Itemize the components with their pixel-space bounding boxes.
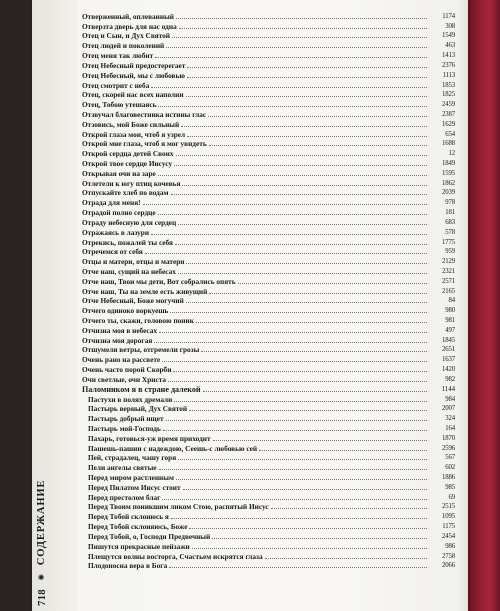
toc-entry-page: 1853 xyxy=(442,81,455,89)
toc-entry xyxy=(82,158,455,168)
toc-entry-page: 164 xyxy=(445,424,455,432)
toc-entry-title: Очень рано на рассвете xyxy=(82,355,161,365)
toc-entry-title: Перед Пилатом Иисус стоит xyxy=(88,482,181,492)
toc-entry-title: Отче Небесный, Боже могучий xyxy=(82,296,184,306)
toc-dot-leader xyxy=(158,170,427,176)
toc-entry xyxy=(82,462,455,472)
toc-entry-page: 2454 xyxy=(442,532,455,540)
toc-entry-title: Отец меня так любит xyxy=(82,51,154,61)
toc-dot-leader xyxy=(265,553,427,559)
toc-entry-page: 1144 xyxy=(441,384,455,393)
toc-entry-title: Перед Тобой склоняюсь, Боже xyxy=(88,522,188,532)
page-edge-shadow xyxy=(458,0,468,611)
toc-entry xyxy=(82,315,455,325)
toc-entry-title: Отрекись, пожалей ты себя xyxy=(82,237,173,247)
toc-dot-leader xyxy=(209,288,427,294)
toc-entry-title: Отец, скорей нас всех наполни xyxy=(82,90,184,100)
toc-entry xyxy=(82,521,455,531)
toc-entry-page: 2007 xyxy=(442,405,455,413)
toc-entry xyxy=(82,482,455,492)
toc-entry-page: 1095 xyxy=(442,513,455,521)
toc-entry-title: Очень часто порой Скорби xyxy=(82,365,172,375)
toc-entry xyxy=(82,109,455,119)
toc-entry-title: Отлетели к югу птиц кочевья xyxy=(82,178,181,188)
toc-entry xyxy=(82,413,455,423)
toc-entry-title: Отпускайте хлеб по водам xyxy=(82,188,169,198)
table-of-contents xyxy=(82,11,455,601)
toc-entry-title: Открой глаза мои, чтоб я узрел xyxy=(82,129,186,139)
toc-entry xyxy=(82,286,455,296)
toc-entry-page: 2165 xyxy=(442,287,455,295)
toc-entry xyxy=(82,99,455,109)
toc-entry-title: Отец людей и поколений xyxy=(82,41,165,51)
toc-entry xyxy=(82,129,455,139)
toc-entry-title: Плодоносна вера в Бога xyxy=(88,561,168,571)
toc-entry-page: 567 xyxy=(445,454,455,462)
toc-entry xyxy=(82,188,455,198)
toc-dot-leader xyxy=(271,503,427,509)
toc-entry-title: Отверженный, оплеванный xyxy=(82,11,174,21)
toc-entry-page: 2376 xyxy=(442,61,455,69)
toc-entry-page: 1420 xyxy=(442,366,455,374)
toc-entry xyxy=(82,296,455,306)
page-side-header xyxy=(37,480,48,606)
toc-entry-page: 1688 xyxy=(442,140,455,148)
toc-dot-leader xyxy=(143,199,427,205)
toc-dot-leader xyxy=(170,307,427,313)
toc-entry-page: 984 xyxy=(445,395,455,403)
toc-dot-leader xyxy=(166,415,427,421)
toc-entry xyxy=(82,50,455,60)
toc-entry-page: 1549 xyxy=(442,32,455,40)
toc-dot-leader xyxy=(182,180,427,186)
toc-entry-page: 84 xyxy=(448,297,455,305)
toc-entry xyxy=(82,256,455,266)
toc-entry-title: Пастырь добрый ищет xyxy=(88,414,164,424)
toc-dot-leader xyxy=(212,533,427,539)
toc-entry-title: Отшумели ветры, отгремели грозы xyxy=(82,345,200,355)
toc-entry-title: Отец Небесный, мы с любовью xyxy=(82,70,185,80)
toc-entry xyxy=(82,364,455,374)
toc-entry-page: 981 xyxy=(445,317,455,324)
toc-entry-page: 2571 xyxy=(442,277,455,285)
toc-entry-page: 2515 xyxy=(442,503,455,511)
toc-dot-leader xyxy=(155,52,427,58)
toc-entry xyxy=(82,21,455,31)
toc-entry-title: Пахарь, готовься-уж время приходит xyxy=(88,433,211,443)
toc-entry xyxy=(82,531,455,541)
toc-dot-leader xyxy=(203,386,427,392)
toc-entry-page: 602 xyxy=(445,464,455,472)
toc-dot-leader xyxy=(171,189,428,195)
toc-entry xyxy=(82,374,455,384)
toc-dot-leader xyxy=(238,278,427,284)
toc-entry-title: Пашешь-пашни с надеждою, Сеешь-с любовью сей xyxy=(88,443,258,453)
toc-entry xyxy=(82,325,455,335)
toc-entry-title: Открой сердца детей Своих xyxy=(82,149,174,159)
toc-entry-title: Паломником я в стране далекой xyxy=(82,384,201,394)
toc-entry xyxy=(82,178,455,188)
toc-dot-leader xyxy=(183,484,427,490)
toc-entry-page: 1413 xyxy=(442,52,455,60)
toc-dot-leader xyxy=(172,32,427,38)
toc-dot-leader xyxy=(186,297,427,303)
toc-entry-page: 978 xyxy=(445,199,455,207)
toc-dot-leader xyxy=(196,317,427,323)
toc-entry-page: 985 xyxy=(445,483,455,491)
toc-entry xyxy=(82,227,455,237)
toc-entry-page: 1886 xyxy=(442,474,455,481)
ornament-icon: ✺ xyxy=(37,573,47,581)
toc-entry-page: 1113 xyxy=(442,71,455,79)
toc-entry xyxy=(82,423,455,433)
toc-dot-leader xyxy=(178,454,427,460)
toc-entry xyxy=(82,561,455,571)
toc-entry xyxy=(82,70,455,80)
toc-entry-page: 1637 xyxy=(442,356,455,364)
toc-entry xyxy=(82,384,455,394)
toc-dot-leader xyxy=(187,131,427,137)
toc-entry xyxy=(82,541,455,551)
toc-entry xyxy=(82,472,455,482)
toc-dot-leader xyxy=(189,523,427,529)
toc-entry-page: 2596 xyxy=(442,444,455,452)
toc-entry-title: Отцы и матери, отцы и матери xyxy=(82,257,185,267)
toc-entry-page: 12 xyxy=(448,150,455,158)
toc-dot-leader xyxy=(158,209,427,215)
toc-dot-leader xyxy=(163,425,427,431)
toc-entry-title: Отчизна моя дорогая xyxy=(82,335,153,345)
toc-entry-page: 982 xyxy=(445,375,455,383)
toc-entry xyxy=(82,60,455,70)
toc-entry xyxy=(82,237,455,247)
toc-entry xyxy=(82,217,455,227)
toc-dot-leader xyxy=(208,111,427,117)
toc-entry-title: Пастырь мой-Господь xyxy=(88,423,161,433)
toc-dot-leader xyxy=(174,396,427,402)
toc-dot-leader xyxy=(176,474,427,480)
toc-entry-page: 1775 xyxy=(442,238,455,246)
toc-entry-page: 1174 xyxy=(442,12,455,20)
toc-entry-page: 463 xyxy=(445,42,455,50)
toc-dot-leader xyxy=(162,356,427,362)
toc-entry xyxy=(82,11,455,21)
toc-dot-leader xyxy=(151,82,427,88)
toc-entry-title: Пастухи в полях дремали xyxy=(88,394,173,404)
toc-entry-title: Перед престолом благ xyxy=(88,492,161,502)
toc-entry xyxy=(82,276,455,286)
toc-dot-leader xyxy=(158,101,427,107)
section-title: СОДЕРЖАНИЕ xyxy=(36,479,48,566)
toc-entry-page: 2459 xyxy=(442,101,455,109)
toc-dot-leader xyxy=(151,229,427,235)
toc-entry-title: Отчего одиноко воркуешь xyxy=(82,306,169,316)
toc-entry-page: 324 xyxy=(445,415,455,423)
toc-entry-page: 959 xyxy=(445,248,455,256)
toc-entry-title: Открывая очи на заре xyxy=(82,168,156,178)
toc-entry xyxy=(82,443,455,453)
toc-entry xyxy=(82,168,455,178)
toc-dot-leader xyxy=(178,219,427,225)
toc-entry-page: 1862 xyxy=(442,179,455,187)
toc-entry xyxy=(82,40,455,50)
toc-entry-page: 986 xyxy=(445,542,455,550)
toc-entry xyxy=(82,404,455,414)
toc-entry xyxy=(82,551,455,561)
toc-entry-page: 578 xyxy=(445,228,455,236)
toc-dot-leader xyxy=(259,445,427,451)
toc-entry xyxy=(82,453,455,463)
toc-entry-page: 2387 xyxy=(442,110,455,118)
toc-entry-page: 308 xyxy=(445,22,455,30)
toc-entry-title: Перед Тобой склонюсь я xyxy=(88,512,169,522)
toc-entry xyxy=(82,511,455,521)
toc-entry-title: Отражаясь в лазури xyxy=(82,227,150,237)
toc-entry-page: 1629 xyxy=(442,120,455,128)
toc-entry-page: 2758 xyxy=(442,552,455,560)
toc-entry xyxy=(82,354,455,364)
toc-entry xyxy=(82,90,455,100)
toc-entry-title: Отче наш, Твои мы дети, Вот собрались опять xyxy=(82,276,236,286)
toc-entry-page: 497 xyxy=(445,326,455,334)
toc-entry-page: 2321 xyxy=(442,267,455,275)
toc-dot-leader xyxy=(168,376,427,382)
toc-entry-title: Плещутся волны восторга, Счастьем искрятся глаза xyxy=(88,551,263,561)
toc-entry xyxy=(82,502,455,512)
toc-entry-title: Отверзта дверь для нас одна xyxy=(82,21,177,31)
toc-entry xyxy=(82,266,455,276)
toc-dot-leader xyxy=(171,513,427,519)
toc-dot-leader xyxy=(169,562,427,568)
toc-entry-title: Пишутся прекрасные пейзажи xyxy=(88,541,190,551)
page-number: 718 xyxy=(36,589,48,606)
toc-entry xyxy=(82,148,455,158)
toc-dot-leader xyxy=(186,91,427,97)
toc-entry-title: Отец и Сын, и Дух Святой xyxy=(82,31,170,41)
toc-entry-title: Пастырь верный, Дух Святой xyxy=(88,404,188,414)
toc-entry xyxy=(82,119,455,129)
toc-dot-leader xyxy=(178,268,427,274)
toc-dot-leader xyxy=(162,494,427,500)
toc-entry-page: 1870 xyxy=(442,434,455,442)
toc-entry xyxy=(82,433,455,443)
toc-entry-title: Перед Тобой, о, Господи Предвечный xyxy=(88,531,211,541)
toc-entry-title: Отче наш, Ты на земле есть живущий xyxy=(82,286,208,296)
toc-dot-leader xyxy=(187,72,427,78)
toc-entry-title: Отчего ты, скажи, головою поник xyxy=(82,316,194,325)
toc-dot-leader xyxy=(145,248,427,254)
toc-entry-page: 2066 xyxy=(442,562,455,570)
toc-dot-leader xyxy=(181,121,427,127)
toc-entry xyxy=(82,139,455,149)
toc-dot-leader xyxy=(154,337,427,343)
toc-dot-leader xyxy=(174,160,427,166)
toc-dot-leader xyxy=(176,13,427,19)
toc-entry-title: Отец, Тобою утешаясь xyxy=(82,100,157,110)
toc-dot-leader xyxy=(192,543,427,549)
toc-dot-leader xyxy=(176,150,427,156)
toc-entry xyxy=(82,305,455,315)
toc-entry-title: Пей, страдалец, чашу горя xyxy=(88,453,177,463)
toc-dot-leader xyxy=(159,464,427,470)
toc-entry xyxy=(82,31,455,41)
toc-entry-page: 69 xyxy=(448,493,455,501)
toc-entry-title: Отрадой полно сердце xyxy=(82,208,156,218)
toc-entry xyxy=(82,394,455,404)
toc-entry-title: Отзвучал благовестника истины глас xyxy=(82,109,207,119)
toc-entry xyxy=(82,80,455,90)
toc-entry-page: 1175 xyxy=(442,523,455,531)
toc-entry-title: Отрада для меня! xyxy=(82,198,141,208)
toc-entry-page: 2039 xyxy=(442,189,455,197)
toc-entry-title: Перед Твоим поникшим ликом Стою, распятый Иисус xyxy=(88,502,269,512)
toc-dot-leader xyxy=(187,62,427,68)
toc-entry-title: Открой мне глаза, чтоб я мог увидеть xyxy=(82,139,207,149)
toc-entry-title: Пели ангелы святые xyxy=(88,463,157,473)
toc-dot-leader xyxy=(213,435,427,441)
toc-entry-title: Отче наш, сущий на небесах xyxy=(82,266,176,276)
toc-entry-page: 181 xyxy=(445,209,455,217)
toc-entry xyxy=(82,345,455,355)
toc-entry-page: 654 xyxy=(445,130,455,138)
toc-dot-leader xyxy=(201,346,427,352)
toc-entry-title: Перед миром растленным xyxy=(88,473,174,482)
toc-dot-leader xyxy=(209,140,427,146)
toc-entry xyxy=(82,207,455,217)
toc-entry-page: 2129 xyxy=(442,258,455,266)
toc-dot-leader xyxy=(175,239,427,245)
toc-entry-title: Отзовись, мой Боже сильный xyxy=(82,119,180,129)
book-page xyxy=(32,0,468,611)
toc-entry-title: Отчизна моя в небесах xyxy=(82,325,158,335)
toc-entry xyxy=(82,197,455,207)
toc-dot-leader xyxy=(159,327,427,333)
toc-dot-leader xyxy=(189,405,427,411)
toc-entry-page: 980 xyxy=(445,307,455,315)
toc-entry-title: Отец Небесный предостерегает xyxy=(82,60,186,70)
toc-dot-leader xyxy=(166,42,427,48)
toc-entry-title: Отраду небесную для сердец xyxy=(82,217,177,227)
toc-dot-leader xyxy=(179,23,427,29)
toc-entry-title: Открой твое сердце Иисусу xyxy=(82,159,173,168)
toc-entry-title: Отречемся от себя xyxy=(82,247,143,257)
toc-entry-page: 1825 xyxy=(442,91,455,99)
toc-dot-leader xyxy=(186,258,427,264)
book-cover-edge xyxy=(466,0,500,611)
toc-entry xyxy=(82,247,455,257)
toc-entry-page: 1849 xyxy=(442,160,455,167)
toc-entry-title: Очи светлые, очи Христа xyxy=(82,374,167,384)
toc-entry xyxy=(82,492,455,502)
toc-entry xyxy=(82,335,455,345)
toc-entry-page: 683 xyxy=(445,218,455,226)
toc-entry-page: 1845 xyxy=(442,336,455,344)
toc-dot-leader xyxy=(173,366,427,372)
toc-entry-page: 2651 xyxy=(442,346,455,354)
toc-entry-title: Отец смотрит с неба xyxy=(82,80,150,90)
toc-entry-page: 1595 xyxy=(442,169,455,177)
